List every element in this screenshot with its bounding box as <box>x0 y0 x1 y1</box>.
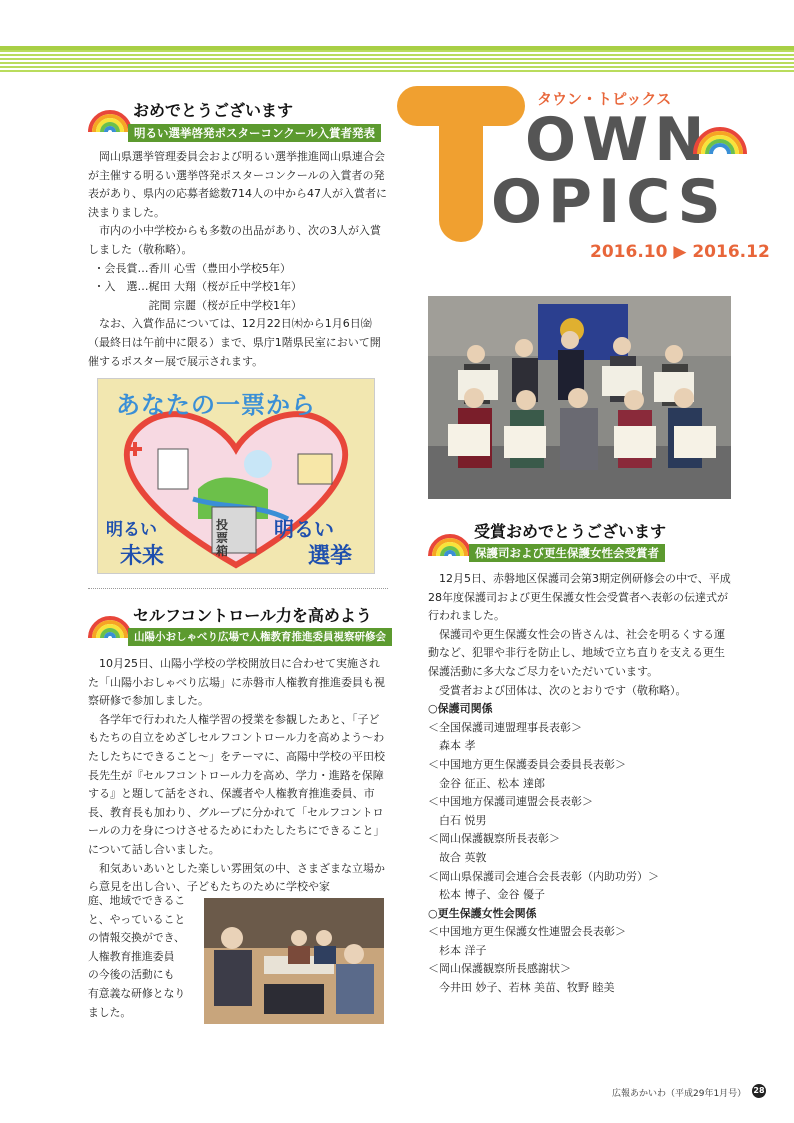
poster-right-text-2: 選挙 <box>308 544 353 569</box>
article3-list-head: ○保護司関係 <box>428 702 493 716</box>
page-number: 28 <box>752 1084 766 1098</box>
article2-wrap-line: 有意義な研修となり <box>88 986 186 1000</box>
article3-list-name: 故合 英敦 <box>439 850 487 864</box>
award-group-scene <box>428 296 731 499</box>
article1-title: おめでとうございます <box>133 101 294 120</box>
article1-award: 詫間 宗麗（桜が丘中学校1年） <box>93 298 302 312</box>
article3-list-award: ＜岡山保護観察所長感謝状＞ <box>428 962 571 976</box>
article3-rainbow-icon <box>428 532 472 556</box>
footer-publication: 広報あかいわ（平成29年1月号） <box>612 1089 747 1099</box>
section-divider <box>88 588 388 589</box>
header-title-line2: OPICS <box>491 167 727 237</box>
article3-list-award: ＜岡山県保護司会連合会長表彰（内助功労）＞ <box>428 869 659 883</box>
poster-top-text: あなたの一票から <box>116 391 316 419</box>
article3-paragraph: 受賞者および団体は、次のとおりです（敬称略）。 <box>439 683 687 697</box>
article3-list-name: 杉本 洋子 <box>439 943 487 957</box>
article3-list-award: ＜全国保護司連盟理事長表彰＞ <box>428 720 582 734</box>
town-topics-header <box>395 84 770 274</box>
article2-wrap-line: 庭、地域でできるこ <box>88 894 186 907</box>
big-t-stem <box>439 104 483 242</box>
poster-left-text-2: 未来 <box>120 544 165 569</box>
article1-rainbow-icon <box>88 108 132 132</box>
article3-list-award: ＜中国地方保護司連盟会長表彰＞ <box>428 795 593 809</box>
article3-list-name: 森本 孝 <box>439 739 476 753</box>
article2-paragraph: 10月25日、山陽小学校の学校開放日に合わせて実施された「山陽小おしゃべり広場」に赤磐市人権教育推進委員も視察研修で参加しました。 <box>88 657 385 708</box>
header-title-line1: OWN <box>525 105 711 175</box>
article3-paragraph: 12月5日、赤磐地区保護司会第3期定例研修会の中で、平成28年度保護司および更生保護女性会受賞者へ表彰の伝達式が行われました。 <box>428 572 731 623</box>
article2-wrap-line: 人権教育推進委員 <box>88 949 175 963</box>
article3-title: 受賞おめでとうございます <box>474 522 667 541</box>
poster-left-text-1: 明るい <box>106 520 157 540</box>
award-group-photo <box>428 296 731 499</box>
header-period: 2016.10 ▶ 2016.12 <box>590 242 770 262</box>
article2-wrap-line: の情報交換ができ、 <box>88 931 185 945</box>
article3-list-name: 今井田 妙子、若林 美苗、牧野 睦美 <box>439 981 615 995</box>
article2-title: セルフコントロール力を高めよう <box>133 606 372 625</box>
article2-wrap-line: と、やっていること <box>88 912 186 926</box>
article1-paragraph: 市内の小中学校からも多数の出品があり、次の3人が入賞しました（敬称略）。 <box>88 224 381 256</box>
article3-paragraph: 保護司や更生保護女性会の皆さんは、社会を明るくする運動など、犯罪や非行を防止し、地域で立ち直りを支える更生保護活動に多大なご尽力をいただいています。 <box>428 627 725 678</box>
article2-rainbow-icon <box>88 614 132 638</box>
meeting-photo-scene <box>204 898 384 1024</box>
header-label: タウン・トピックス <box>537 90 672 108</box>
article1-award: ・入 選…梶田 大翔（桜が丘中学校1年） <box>93 280 302 294</box>
poster-right-text-1: 明るい <box>274 517 334 541</box>
article2-wrap-text <box>88 892 206 1022</box>
article2-wrap-line: ました。 <box>88 1005 132 1019</box>
poster-image <box>97 378 375 574</box>
article3-subtitle: 保護司および更生保護女性会受賞者 <box>469 544 665 562</box>
article1-closing: なお、入賞作品については、12月22日㈭から1月6日㈮（最終日は午前中に限る）まで、県庁1階県民室において開催するポスター展で展示されます。 <box>88 317 381 368</box>
article3-list-award: ＜岡山保護観察所長表彰＞ <box>428 832 560 846</box>
article2-body <box>88 655 388 897</box>
article3-list-head: ○更生保護女性会関係 <box>428 906 537 920</box>
article3-list-name: 金谷 征正、松本 達郎 <box>439 776 545 790</box>
meeting-photo <box>204 898 384 1024</box>
article2-paragraph: 各学年で行われた人権学習の授業を参観したあと、「子どもたちの自立をめざしセルフコントロール力を高めよう〜わたしたちにできること〜」をテーマに、高陽中学校の平田校長先生が『セルフコントロール力を高め、学力・進路を保障する』と題して話をされ、保護者や人権教育推進委員、市長、教育長も加わり、グループに分かれて「セルフコントロールの力を身につけさせるためにわたしたちにできること」について話し合いました。 <box>88 712 385 856</box>
article2-wrap-line: の今後の活動にも <box>88 968 175 982</box>
article3-list-name: 松本 博子、金谷 優子 <box>439 888 545 902</box>
article1-body <box>88 148 388 371</box>
article2-paragraph: 和気あいあいとした楽しい雰囲気の中、さまざまな立場から意見を出し合い、子どもたちのために学校や家 <box>88 861 385 894</box>
article1-paragraph: 岡山県選挙管理委員会および明るい選挙推進岡山県連合会が主催する明るい選挙啓発ポスターコンクールの入賞者の発表があり、県内の応募者総数714人の中から47人が入賞者に決まりました。 <box>88 150 387 219</box>
poster-box-text: 投票箱 <box>216 518 229 558</box>
header-stripe-line <box>0 46 794 50</box>
article1-subtitle: 明るい選挙啓発ポスターコンクール入賞者発表 <box>128 124 381 142</box>
article1-award: ・会長賞…香川 心雪（豊田小学校5年） <box>93 261 291 275</box>
article3-body <box>428 570 731 998</box>
article2-subtitle: 山陽小おしゃべり広場で人権教育推進委員視察研修会 <box>128 628 392 646</box>
article3-list-award: ＜中国地方更生保護委員会委員長表彰＞ <box>428 757 626 771</box>
article3-list-name: 白石 悦男 <box>439 813 487 827</box>
article3-list-award: ＜中国地方更生保護女性連盟会長表彰＞ <box>428 925 626 939</box>
